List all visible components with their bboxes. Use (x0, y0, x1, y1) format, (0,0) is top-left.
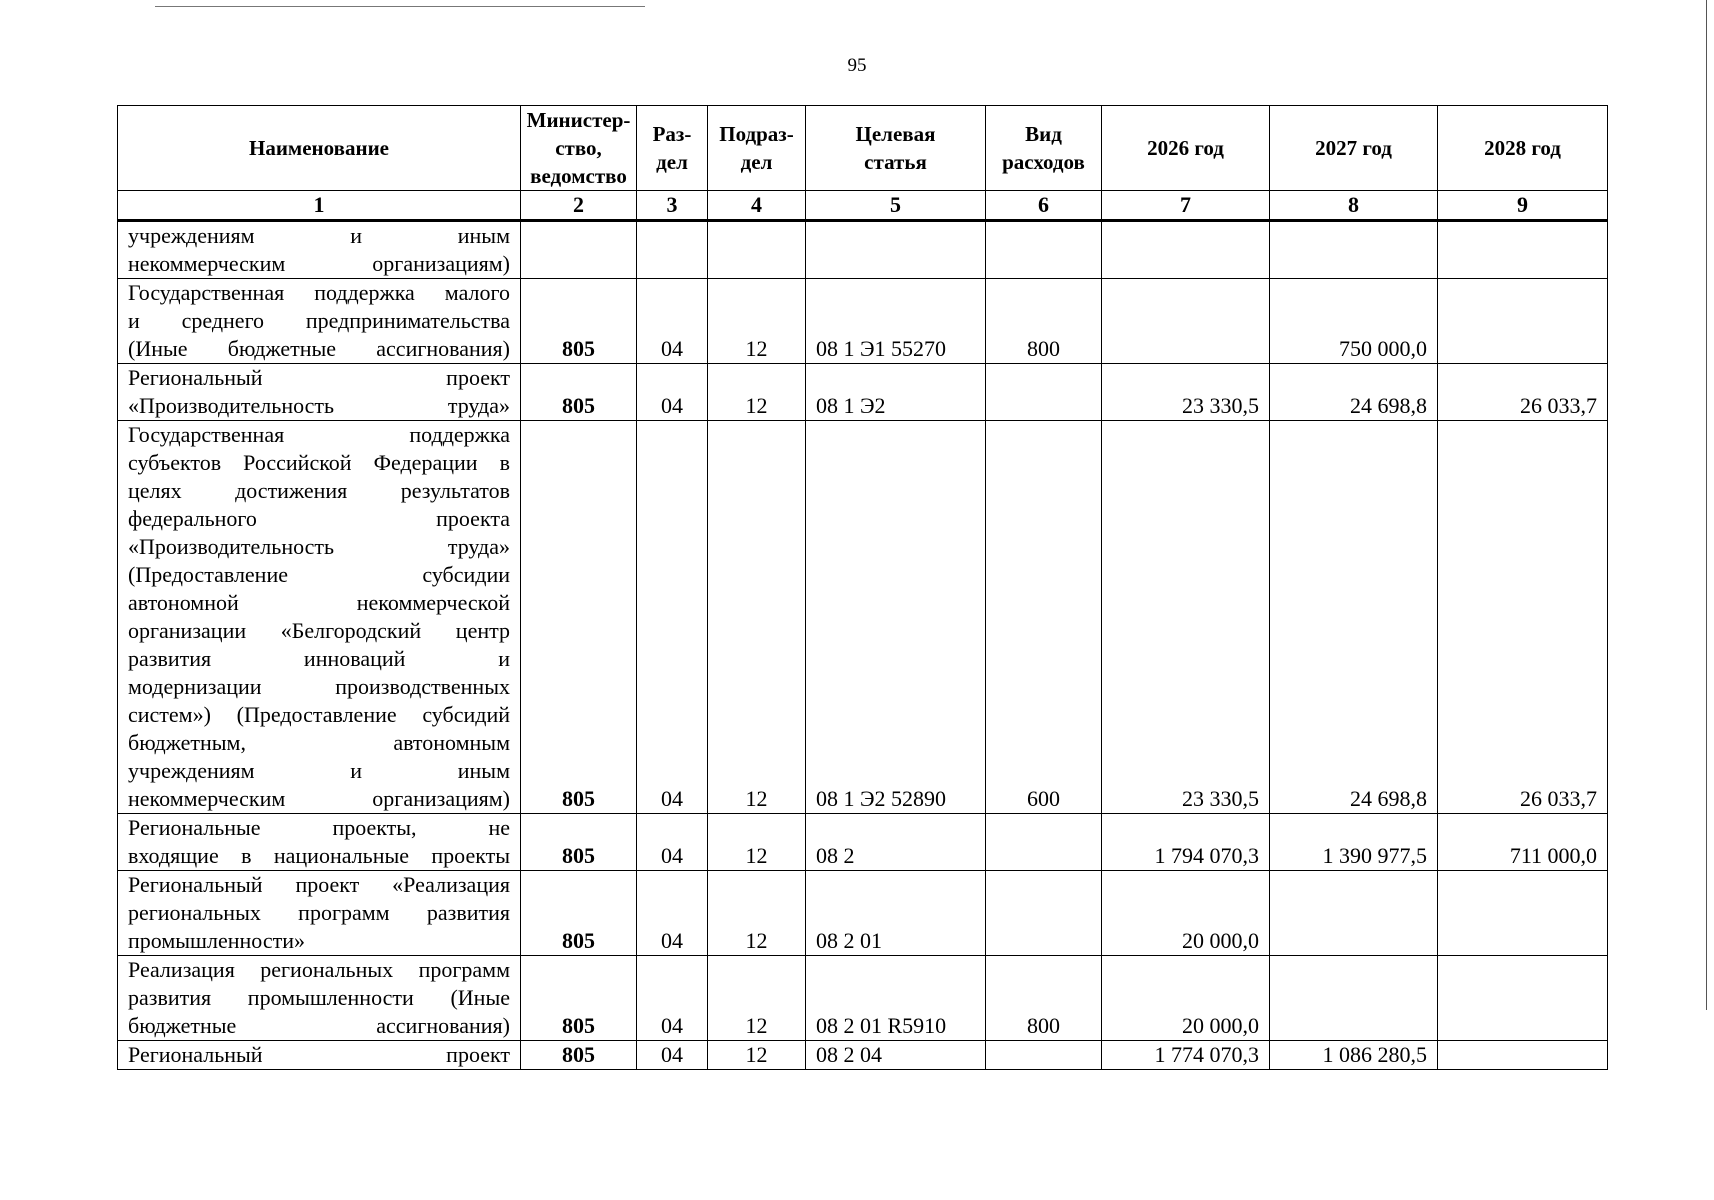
cell-name (118, 1041, 521, 1070)
cell-amount-2028 (1438, 871, 1608, 956)
header-text-line: Вид (1025, 122, 1062, 146)
column-number: 4 (708, 191, 806, 221)
cell-expense-type (986, 814, 1102, 871)
header-text-line: дел (656, 150, 688, 174)
column-number: 1 (118, 191, 521, 221)
name-line: учреждениям и иным (128, 223, 510, 248)
cell-section: 04 (637, 871, 708, 956)
cell-target-article: 08 2 01 (806, 871, 986, 956)
cell-amount-2026: 1 794 070,3 (1102, 814, 1270, 871)
header-text-line: 2026 год (1147, 136, 1224, 160)
cell-expense-type (986, 221, 1102, 279)
top-rule (155, 6, 645, 7)
name-line: развития инноваций и (128, 646, 510, 671)
cell-amount-2026: 1 774 070,3 (1102, 1041, 1270, 1070)
name-line: «Производительность труда» (128, 534, 510, 559)
column-number: 8 (1270, 191, 1438, 221)
cell-amount-2028 (1438, 956, 1608, 1041)
cell-amount-2027 (1270, 221, 1438, 279)
name-line: Региональный проект (128, 1042, 510, 1067)
cell-amount-2027: 750 000,0 (1270, 279, 1438, 364)
name-line: Государственная поддержка (128, 422, 510, 447)
cell-amount-2027 (1270, 871, 1438, 956)
cell-amount-2028 (1438, 221, 1608, 279)
table-row (118, 871, 1608, 956)
cell-ministry: 805 (521, 364, 637, 421)
table-row (118, 956, 1608, 1041)
header-text-line: Целевая (855, 122, 936, 146)
name-line: субъектов Российской Федерации в (128, 450, 510, 475)
cell-subsection: 12 (708, 1041, 806, 1070)
cell-name (118, 221, 521, 279)
cell-amount-2027: 1 390 977,5 (1270, 814, 1438, 871)
header-text-line: 2027 год (1315, 136, 1392, 160)
header-subsection (708, 106, 806, 191)
table-row (118, 814, 1608, 871)
name-line: региональных программ развития (128, 900, 510, 925)
cell-target-article: 08 2 (806, 814, 986, 871)
cell-target-article (806, 221, 986, 279)
cell-section (637, 221, 708, 279)
cell-expense-type: 800 (986, 279, 1102, 364)
column-number-row (118, 191, 1608, 221)
header-year-2026 (1102, 106, 1270, 191)
header-text-line: статья (864, 150, 927, 174)
column-number: 2 (521, 191, 637, 221)
cell-expense-type (986, 871, 1102, 956)
cell-name (118, 956, 521, 1041)
cell-name (118, 871, 521, 956)
header-expense-type (986, 106, 1102, 191)
cell-amount-2027: 1 086 280,5 (1270, 1041, 1438, 1070)
header-name (118, 106, 521, 191)
name-line: некоммерческим организациям) (128, 786, 510, 811)
cell-subsection: 12 (708, 871, 806, 956)
header-text-line: дел (740, 150, 773, 174)
cell-subsection: 12 (708, 814, 806, 871)
header-text-line: Министер- (526, 108, 631, 132)
header-text-line: расходов (1002, 150, 1085, 174)
table-row (118, 279, 1608, 364)
cell-target-article: 08 1 Э1 55270 (806, 279, 986, 364)
header-year-2027 (1270, 106, 1438, 191)
page-number: 95 (847, 55, 867, 76)
header-year-2028 (1438, 106, 1608, 191)
cell-amount-2026: 23 330,5 (1102, 364, 1270, 421)
header-text-line: ство, (555, 136, 602, 160)
name-line: развития промышленности (Иные (128, 985, 510, 1010)
name-line: организации «Белгородский центр (128, 618, 510, 643)
header-section (637, 106, 708, 191)
header-text-line: Наименование (249, 136, 389, 160)
cell-subsection: 12 (708, 279, 806, 364)
right-edge-rule (1706, 0, 1707, 1010)
name-line: систем») (Предоставление субсидий (128, 702, 510, 727)
column-number: 9 (1438, 191, 1608, 221)
cell-target-article: 08 1 Э2 (806, 364, 986, 421)
cell-name (118, 814, 521, 871)
name-line: некоммерческим организациям) (128, 251, 510, 276)
cell-amount-2026 (1102, 221, 1270, 279)
header-text-line: 2028 год (1484, 136, 1561, 160)
cell-ministry: 805 (521, 421, 637, 814)
budget-table (117, 105, 1608, 1070)
name-line: «Производительность труда» (128, 393, 510, 418)
cell-expense-type: 800 (986, 956, 1102, 1041)
cell-section: 04 (637, 421, 708, 814)
column-number: 3 (637, 191, 708, 221)
cell-name (118, 421, 521, 814)
table-row (118, 421, 1608, 814)
name-line: федерального проекта (128, 506, 510, 531)
table-body (118, 221, 1608, 1070)
name-line: целях достижения результатов (128, 478, 510, 503)
cell-amount-2028: 26 033,7 (1438, 421, 1608, 814)
cell-amount-2027: 24 698,8 (1270, 364, 1438, 421)
cell-amount-2026: 20 000,0 (1102, 871, 1270, 956)
cell-expense-type: 600 (986, 421, 1102, 814)
cell-subsection: 12 (708, 421, 806, 814)
table-header-row (118, 106, 1608, 191)
cell-target-article: 08 2 01 R5910 (806, 956, 986, 1041)
cell-ministry (521, 221, 637, 279)
cell-subsection: 12 (708, 364, 806, 421)
cell-ministry: 805 (521, 956, 637, 1041)
name-line: Государственная поддержка малого (128, 280, 510, 305)
cell-amount-2026: 20 000,0 (1102, 956, 1270, 1041)
cell-ministry: 805 (521, 871, 637, 956)
cell-section: 04 (637, 364, 708, 421)
cell-amount-2028: 711 000,0 (1438, 814, 1608, 871)
cell-amount-2027: 24 698,8 (1270, 421, 1438, 814)
name-line: Региональные проекты, не (128, 815, 510, 840)
name-line: Реализация региональных программ (128, 957, 510, 982)
cell-expense-type (986, 1041, 1102, 1070)
table-row (118, 221, 1608, 279)
cell-amount-2028 (1438, 279, 1608, 364)
name-line: Региональный проект «Реализация (128, 872, 510, 897)
name-line: промышленности» (128, 928, 305, 953)
cell-amount-2027 (1270, 956, 1438, 1041)
cell-ministry: 805 (521, 1041, 637, 1070)
cell-amount-2028: 26 033,7 (1438, 364, 1608, 421)
name-line: учреждениям и иным (128, 758, 510, 783)
name-line: (Предоставление субсидии (128, 562, 510, 587)
column-number: 6 (986, 191, 1102, 221)
name-line: и среднего предпринимательства (128, 308, 510, 333)
cell-subsection: 12 (708, 956, 806, 1041)
cell-name (118, 279, 521, 364)
cell-section: 04 (637, 814, 708, 871)
cell-expense-type (986, 364, 1102, 421)
header-text-line: ведомство (530, 164, 627, 188)
header-target-article (806, 106, 986, 191)
cell-target-article: 08 2 04 (806, 1041, 986, 1070)
header-text-line: Подраз- (719, 122, 794, 146)
cell-section: 04 (637, 279, 708, 364)
cell-ministry: 805 (521, 279, 637, 364)
cell-ministry: 805 (521, 814, 637, 871)
cell-amount-2026: 23 330,5 (1102, 421, 1270, 814)
cell-amount-2026 (1102, 279, 1270, 364)
column-number: 5 (806, 191, 986, 221)
table-row (118, 1041, 1608, 1070)
cell-section: 04 (637, 956, 708, 1041)
header-text-line: Раз- (652, 122, 692, 146)
name-line: Региональный проект (128, 365, 510, 390)
name-line: автономной некоммерческой (128, 590, 510, 615)
name-line: модернизации производственных (128, 674, 510, 699)
name-line: входящие в национальные проекты (128, 843, 510, 868)
table-row (118, 364, 1608, 421)
cell-amount-2028 (1438, 1041, 1608, 1070)
header-ministry (521, 106, 637, 191)
cell-name (118, 364, 521, 421)
column-number: 7 (1102, 191, 1270, 221)
cell-target-article: 08 1 Э2 52890 (806, 421, 986, 814)
name-line: бюджетные ассигнования) (128, 1013, 510, 1038)
name-line: бюджетным, автономным (128, 730, 510, 755)
cell-subsection (708, 221, 806, 279)
cell-section: 04 (637, 1041, 708, 1070)
name-line: (Иные бюджетные ассигнования) (128, 336, 510, 361)
